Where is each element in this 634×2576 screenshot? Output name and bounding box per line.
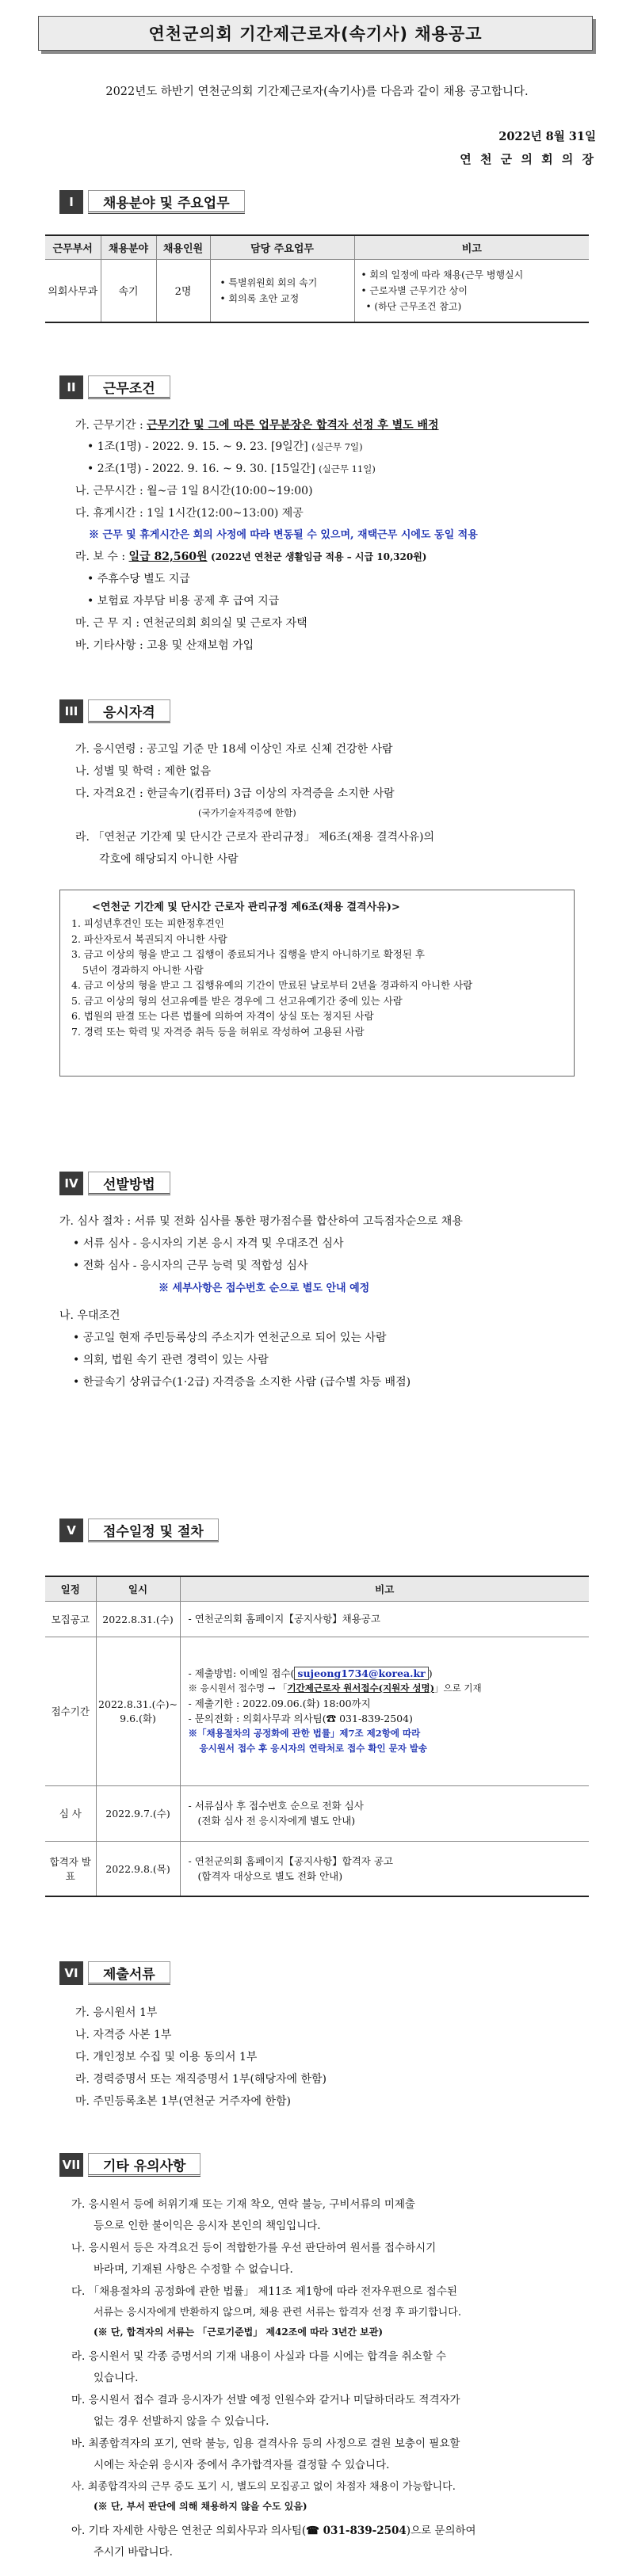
doc-item: 다. 개인정보 수집 및 이용 동의서 1부 bbox=[75, 2051, 258, 2063]
section-label: 근무조건 bbox=[88, 375, 170, 399]
email-link[interactable]: sujeong1734@korea.kr bbox=[294, 1667, 428, 1680]
table-row bbox=[45, 1637, 589, 1785]
duty-item: • 특별위원회 회의 속기 bbox=[220, 275, 354, 291]
note-line: 가. 응시원서 등에 허위기재 또는 기재 착오, 연락 불능, 구비서류의 미제출 bbox=[71, 2198, 415, 2211]
note-cell: - 서류심사 후 접수번호 순으로 전화 심사 (전화 심사 전 응시자에게 별도 안내) bbox=[180, 1785, 589, 1841]
disqual-item: 2. 파산자로서 복권되지 아니한 사람 bbox=[71, 932, 227, 945]
pay-item: • 주휴수당 별도 지급 bbox=[87, 573, 190, 585]
intro-text: 2022년도 하반기 연천군의회 기간제근로자(속기사)를 다음과 같이 채용 공고합니다. bbox=[105, 86, 529, 98]
dept-cell: 의회사무과 bbox=[45, 259, 101, 322]
disqual-item: 7. 경력 또는 학력 및 자격증 취득 등을 허위로 작성하여 고용된 사람 bbox=[71, 1025, 365, 1038]
table-row bbox=[45, 1785, 589, 1841]
work-period: 가. 근무기간 : 근무기간 및 그에 따른 업무분장은 합격자 선정 후 별도 배정 bbox=[75, 419, 439, 432]
work-etc: 바. 기타사항 : 고용 및 산재보험 가입 bbox=[75, 639, 254, 652]
note-line: (※ 단, 합격자의 서류는 「근로기준법」 제42조에 따라 3년간 보관) bbox=[94, 2326, 384, 2338]
section-number: I bbox=[59, 190, 83, 214]
note-cell: - 연천군의회 홈페이지【공지사항】채용공고 bbox=[180, 1601, 589, 1637]
step-cell: 합격자 발표 bbox=[45, 1841, 96, 1896]
section-label: 선발방법 bbox=[88, 1172, 170, 1195]
disqual-item: 3. 금고 이상의 형을 받고 그 집행이 종료되거나 집행을 받지 아니하기로 확정된 후 bbox=[71, 948, 426, 960]
work-notice: ※ 근무 및 휴게시간은 회의 사정에 따라 변동될 수 있으며, 재택근무 시에도 동일 적용 bbox=[89, 529, 478, 541]
preference-title: 나. 우대조건 bbox=[59, 1309, 120, 1322]
table-row bbox=[45, 1601, 589, 1637]
note-line: 없는 경우 선발하지 않을 수 있습니다. bbox=[94, 2415, 269, 2428]
note-line: 마. 응시원서 접수 결과 응시자가 선발 예정 인원수와 같거나 미달하더라도 적격자가 bbox=[71, 2394, 460, 2406]
col-header: 담당 주요업무 bbox=[210, 235, 354, 259]
section-number: VII bbox=[59, 2153, 83, 2177]
note-line: 시에는 차순위 응시자 중에서 추가합격자를 결정할 수 있습니다. bbox=[94, 2459, 390, 2471]
doc-item: 나. 자격증 사본 1부 bbox=[75, 2029, 172, 2041]
disqual-item: 1. 피성년후견인 또는 피한정후견인 bbox=[71, 917, 224, 929]
col-header: 채용분야 bbox=[101, 235, 156, 259]
preference-item: • 한글속기 상위급수(1·2급) 자격증을 소지한 사람 (급수별 차등 배점) bbox=[73, 1376, 411, 1389]
notice-date: 2022년 8월 31일 bbox=[498, 130, 596, 143]
doc-item: 마. 주민등록초본 1부(연천군 거주자에 한함) bbox=[75, 2095, 291, 2108]
section-label: 응시자격 bbox=[88, 699, 170, 723]
section-number: IV bbox=[59, 1172, 83, 1195]
date-cell: 2022.9.7.(수) bbox=[96, 1785, 180, 1841]
note-line: 등으로 인한 불이익은 응시자 본인의 책임입니다. bbox=[94, 2220, 321, 2232]
col-header: 비고 bbox=[180, 1576, 589, 1601]
note-line: 있습니다. bbox=[94, 2372, 139, 2384]
section-number: II bbox=[59, 375, 83, 399]
note-item: • 근로자별 근무기간 상이 bbox=[361, 283, 590, 299]
section-number: III bbox=[59, 699, 83, 723]
note-item: • 회의 일정에 따라 채용(근무 병행실시 bbox=[361, 267, 590, 283]
doc-item: 가. 응시원서 1부 bbox=[75, 2006, 158, 2019]
duty-item: • 회의록 초안 교정 bbox=[220, 291, 354, 307]
note-line: 라. 응시원서 및 각종 증명서의 기재 내용이 사실과 다를 시에는 합격을 취소할 수 bbox=[71, 2350, 447, 2363]
section-label: 채용분야 및 주요업무 bbox=[88, 190, 245, 214]
step-cell: 모집공고 bbox=[45, 1601, 96, 1637]
qual-regulation-cont: 각호에 해당되지 아니한 사람 bbox=[99, 853, 239, 866]
section-header-6 bbox=[59, 1961, 170, 1985]
note-line: 나. 응시원서 등은 자격요건 등이 적합한가를 우선 판단하여 원서를 접수하시기 bbox=[71, 2242, 437, 2254]
review-item: • 전화 심사 - 응시자의 근무 능력 및 적합성 심사 bbox=[73, 1259, 308, 1272]
note-line: 바라며, 기재된 사항은 수정할 수 없습니다. bbox=[94, 2263, 293, 2276]
note-line: 서류는 응시자에게 반환하지 않으며, 채용 관련 서류는 합격자 선정 후 파기합니다. bbox=[94, 2307, 462, 2319]
section-number: V bbox=[59, 1519, 83, 1542]
disqual-item: 5년이 경과하지 아니한 사람 bbox=[82, 963, 204, 976]
col-header: 일시 bbox=[96, 1576, 180, 1601]
review-item: • 서류 심사 - 응시자의 기본 응시 자격 및 우대조건 심사 bbox=[73, 1237, 344, 1250]
pay-item: • 보험료 자부담 비용 공제 후 급여 지급 bbox=[87, 595, 280, 608]
disqual-item: 6. 법원의 판결 또는 다른 법률에 의하여 자격이 상실 또는 정지된 사람 bbox=[71, 1010, 374, 1022]
section-header-4 bbox=[59, 1172, 170, 1195]
col-header: 비고 bbox=[354, 235, 589, 259]
note-cell: - 연천군의회 홈페이지【공지사항】합격자 공고 (합격자 대상으로 별도 전화 안내) bbox=[180, 1841, 589, 1896]
note-line: 바. 최종합격자의 포기, 연락 불능, 임용 결격사유 등의 사정으로 결원 보충이 필요할 bbox=[71, 2437, 460, 2450]
disqualification-title: <연천군 기간제 및 단시간 근로자 관리규정 제6조(채용 결격사유)> bbox=[87, 898, 405, 913]
step-cell: 심 사 bbox=[45, 1785, 96, 1841]
doc-item: 라. 경력증명서 또는 재직증명서 1부(해당자에 한함) bbox=[75, 2073, 327, 2086]
table-row bbox=[45, 1841, 589, 1896]
disqualification-box bbox=[59, 890, 575, 1077]
issuer: 연 천 군 의 회 의 장 bbox=[460, 152, 596, 166]
note-cell: - 제출방법: 이메일 접수( sujeong1734@korea.kr ) ※ 응시원서 접수명 → 「기간제근로자 원서접수(지원자 성명)」으로 기재 - 제출기한 : 2022.09.06.(화) 18:00까지 - 문의전화 : 의회사무과 의사팀(☎ 031-839-2504) ※「채용절차의 공정화에 관한 법률」제7조 제2항에 따라 응시원서 접수 후 응시자의 연락처로 접수 확인 문자 발송 bbox=[180, 1637, 589, 1785]
work-period-group-2: • 2조(1명) - 2022. 9. 16. ~ 9. 30. [15일간] (실근무 11일) bbox=[87, 463, 376, 475]
note-line: (※ 단, 부서 판단에 의해 채용하지 않을 수도 있음) bbox=[94, 2501, 307, 2512]
section-header-7 bbox=[59, 2153, 201, 2177]
note-line: 사. 최종합격자의 근무 중도 포기 시, 별도의 모집공고 없이 차점자 채용이 가능합니다. bbox=[71, 2481, 456, 2493]
qual-regulation: 라. 「연천군 기간제 및 단시간 근로자 관리규정」 제6조(채용 결격사유)의 bbox=[75, 831, 435, 844]
review-procedure: 가. 심사 절차 : 서류 및 전화 심사를 통한 평가점수를 합산하여 고득점자순으로 채용 bbox=[59, 1215, 463, 1228]
section-number: VI bbox=[59, 1961, 83, 1985]
section-header-1 bbox=[59, 190, 245, 214]
note-line: 아. 기타 자세한 사항은 연천군 의회사무과 의사팀(☎ 031-839-2504)으로 문의하여 bbox=[71, 2525, 476, 2537]
notes-cell bbox=[354, 259, 589, 322]
section-label: 접수일정 및 절차 bbox=[88, 1519, 219, 1542]
section-label: 제출서류 bbox=[88, 1961, 170, 1985]
col-header: 근무부서 bbox=[45, 235, 101, 259]
recruitment-field-table bbox=[45, 234, 589, 323]
qual-gender-edu: 나. 성별 및 학력 : 제한 없음 bbox=[75, 765, 212, 778]
preference-item: • 의회, 법원 속기 관련 경력이 있는 사람 bbox=[73, 1354, 269, 1366]
work-location: 마. 근 무 지 : 연천군의회 회의실 및 근로자 자택 bbox=[75, 617, 307, 630]
duties-cell bbox=[210, 259, 354, 322]
qual-license: 다. 자격요건 : 한글속기(컴퓨터) 3급 이상의 자격증을 소지한 사람 bbox=[75, 787, 395, 800]
section-label: 기타 유의사항 bbox=[88, 2153, 201, 2177]
section-header-2 bbox=[59, 375, 170, 399]
step-cell: 접수기간 bbox=[45, 1637, 96, 1785]
preference-item: • 공고일 현재 주민등록상의 주소지가 연천군으로 되어 있는 사람 bbox=[73, 1332, 387, 1344]
date-cell: 2022.8.31.(수) bbox=[96, 1601, 180, 1637]
disqual-item: 4. 금고 이상의 형을 받고 그 집행유예의 기간이 만료된 날로부터 2년을 경과하지 아니한 사람 bbox=[71, 979, 473, 991]
break-time: 다. 휴게시간 : 1일 1시간(12:00~13:00) 제공 bbox=[75, 507, 304, 520]
selection-notice: ※ 세부사항은 접수번호 순으로 별도 안내 예정 bbox=[158, 1282, 370, 1294]
note-line: 주시기 바랍니다. bbox=[94, 2546, 173, 2559]
disqual-item: 5. 금고 이상의 형의 선고유예를 받은 경우에 그 선고유예기간 중에 있는 사람 bbox=[71, 994, 403, 1007]
notice-title: 연천군의회 기간제근로자(속기사) 채용공고 bbox=[38, 16, 593, 51]
date-cell: 2022.9.8.(목) bbox=[96, 1841, 180, 1896]
pay: 라. 보 수 : 일급 82,560원 (2022년 연천군 생활임금 적용 – 시급 10,320원) bbox=[75, 551, 427, 563]
col-header: 채용인원 bbox=[156, 235, 210, 259]
contact-phone[interactable]: ☎ 031-839-2504 bbox=[306, 2525, 407, 2537]
note-item: • (하단 근무조건 참고) bbox=[361, 299, 590, 314]
work-hours: 나. 근무시간 : 월~금 1일 8시간(10:00~19:00) bbox=[75, 485, 313, 497]
section-header-5 bbox=[59, 1519, 219, 1542]
qual-license-note: (국가기술자격증에 한함) bbox=[198, 807, 296, 818]
count-cell: 2명 bbox=[156, 259, 210, 322]
qual-age: 가. 응시연령 : 공고일 기준 만 18세 이상인 자로 신체 건강한 사람 bbox=[75, 743, 393, 756]
section-header-3 bbox=[59, 699, 170, 723]
field-cell: 속기 bbox=[101, 259, 156, 322]
note-line: 다. 「채용절차의 공정화에 관한 법률」 제11조 제1항에 따라 전자우편으로 접수된 bbox=[71, 2285, 457, 2298]
date-cell: 2022.8.31.(수)~ 9.6.(화) bbox=[96, 1637, 180, 1785]
col-header: 일정 bbox=[45, 1576, 96, 1601]
work-period-group-1: • 1조(1명) - 2022. 9. 15. ~ 9. 23. [9일간] (실근무 7일) bbox=[87, 440, 363, 453]
schedule-table bbox=[45, 1576, 589, 1897]
